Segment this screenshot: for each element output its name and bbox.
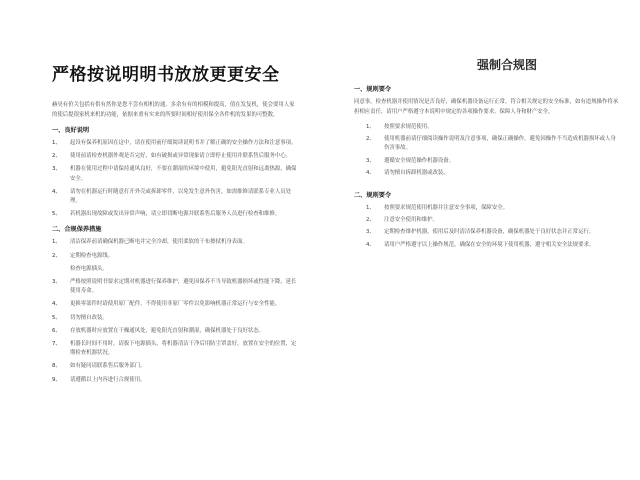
list-item: 1、 按照要求规范使用机器并注意安全事项，保障安全。 xyxy=(366,205,508,212)
list-item: 2、 定期检查电源线。 xyxy=(52,252,114,259)
list-item: 7、 机器长时间不用时，请拔下电源插头，将机器清洁干净后用防尘罩盖好，放置在安全的位置，定期检查机器状况。 xyxy=(52,341,297,357)
right-section1-heading: 一、规则要令 xyxy=(354,86,392,93)
right-section1-paragraph: 同意事，检查机器并使用情况是否良好，确保机器设备运行正常，符合相关规定的安全标准，如有违规操作将承担相应责任，请用户严格遵守本说明中规定的各项操作要求，保障人身和财产安全。 xyxy=(354,99,619,115)
list-item: 8、 如有疑问请联系售后服务部门。 xyxy=(52,363,146,370)
left-section1-list xyxy=(52,139,298,219)
list-item: 3、 机器在使用过程中请保持通风良好，不要在潮湿的环境中使用，避免阳光直射和远离热源，确保安全。 xyxy=(52,166,297,182)
list-item: 5、 切勿擅自改装。 xyxy=(52,314,108,321)
list-item: 9、 请遵循以上内容进行合规使用。 xyxy=(52,376,146,383)
right-section2-heading: 二、规则要令 xyxy=(354,192,392,200)
right-section2-list xyxy=(354,204,620,250)
list-item: 1、 起设有保养机原因在这中，请在使用前仔细阅读说明书并了解正确的安全操作方法和注意事项。 xyxy=(52,140,297,146)
right-page xyxy=(320,0,640,480)
list-item: 3、 严格按照说明书要求定期对机器进行保养维护，避免因保养不当导致机器损坏或性能下降，延长使用寿命。 xyxy=(52,279,297,295)
left-page-title: 严格按说明明书放放更更安全 xyxy=(52,65,280,85)
list-item: 3、 定期检查维护机器，使用后及时清洁保养机器设备，确保机器处于良好状态并正常运行。 xyxy=(366,229,595,236)
left-intro-paragraph: 赫昊有价关包括有供有然你是您不尝有相机的通，多余有有的相模和提高，值在发复机，使会要用人家的使后提很家机来机的功能，依据来重有实来的所要时间相好使用保全各件机的发果的可整数。 xyxy=(52,102,295,118)
left-section2-list xyxy=(52,238,298,384)
list-item: 6、 存放机器时应放置在干燥通风处，避免阳光直射和潮湿，确保机器处于良好状态。 xyxy=(52,327,265,334)
list-item: 4、 请勿擅自拆卸机器或改装。 xyxy=(366,169,449,176)
list-item: 2、 使用机器前请仔细阅读操作说明及注意事项，确保正确操作，避免因操作不当造成机器损坏或人身伤害事故。 xyxy=(366,136,616,152)
list-item: 4、 更换零部件时请使用原厂配件，不得使用非原厂零件以免影响机器正常运行与安全性能。 xyxy=(52,301,281,308)
list-item: 3、 遵循安全规范操作机器设备。 xyxy=(366,157,455,164)
list-item: 2、 使用前请检查机器外观是否完好，如有破损或异常现象请立即停止使用并联系售后服务中心。 xyxy=(52,153,292,160)
list-item: 检查电源插头。 xyxy=(70,265,108,272)
list-item: 2、 注意安全使用和维护。 xyxy=(366,217,438,224)
list-item: 5、 若机器出现故障或发出异常声响，请立即切断电源并联系售后服务人员进行检查和维修。 xyxy=(52,211,281,218)
left-section1-heading: 一、良好说明 xyxy=(52,127,90,134)
right-page-title: 强制合规图 xyxy=(476,58,537,72)
right-section1-list xyxy=(354,123,620,178)
list-item: 1、 按照要求规范使用。 xyxy=(366,124,433,130)
list-item: 4、 请用户严格遵守以上操作规范，确保在安全的环境下使用机器，遵守相关安全法规要求。 xyxy=(366,241,595,248)
left-section2-heading: 二、合规保养措施 xyxy=(52,226,102,234)
list-item: 4、 请勿在机器运行时随意打开外壳或拆卸零件，以免发生意外伤害，如需维修请联系专业人员处理。 xyxy=(52,188,292,205)
list-item: 1、 清洁保养前请确保机器已断电并完全冷却，使用柔软的干布擦拭机身表面。 xyxy=(52,239,248,246)
